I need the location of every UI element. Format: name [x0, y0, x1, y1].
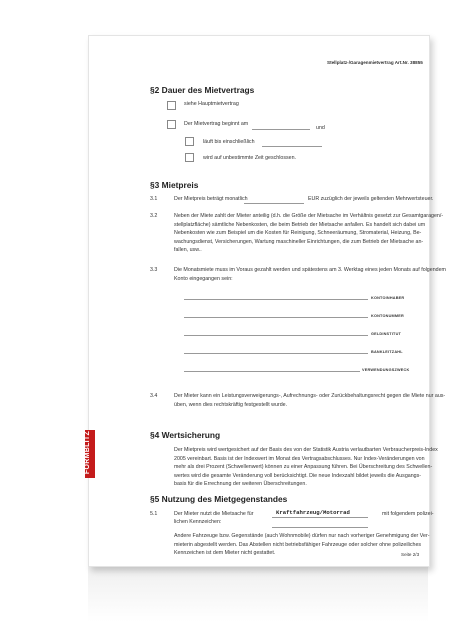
section-5-title: §5 Nutzung des Mietgegenstandes	[150, 494, 288, 504]
checkbox-unbestimmt[interactable]	[185, 153, 194, 162]
text-line: Andere Fahrzeuge bzw. Gegenstände (auch Wohnmobile) dürfen nur nach vorheriger Genehmigung der Ver-	[174, 533, 430, 539]
option-hauptmietvertrag: siehe Hauptmietvertrag	[184, 101, 239, 107]
para-3-1-number: 3.1	[150, 196, 158, 202]
para-5-1-number: 5.1	[150, 511, 158, 517]
start-date-field[interactable]	[252, 129, 310, 130]
vehicle-type-field[interactable]	[272, 517, 368, 518]
section-4-title: §4 Wertsicherung	[150, 430, 221, 440]
text-line: Der Mieter kann ein Leistungsverweigerungs-, Aufrechnungs- oder Zurückbehaltungsrecht gegen die Miete nur aus-	[174, 393, 446, 399]
text-line: Konto eingegangen sein:	[174, 275, 233, 282]
para-5-1-body	[174, 532, 429, 558]
text-line: stellplatzfläche) sämtliche Nebenkosten, die beim Betrieb der Mietsache anfallen. Es handelt sich dabei um	[174, 221, 426, 228]
text-line: Die Monatsmiete muss im Voraus gezahlt werden und spätestens am 3. Werktag eines jeden Monats auf folgendem	[174, 267, 446, 273]
text-line: wachungsdienst, Versicherungen, Wartung maschineller Einrichtungen, die zum Betrieb der Mietsache an-	[174, 238, 424, 245]
option-und: und	[316, 125, 325, 131]
bank-name-field[interactable]	[184, 335, 368, 336]
end-date-field[interactable]	[262, 146, 322, 147]
bank-code-field[interactable]	[184, 353, 368, 354]
para-3-3-body	[174, 266, 446, 283]
para-3-3-number: 3.3	[150, 267, 158, 273]
bank-code-label: BANKLEITZAHL	[371, 350, 403, 354]
para-5-1-text-c: lichen Kennzeichen:	[174, 519, 222, 525]
section-3-title: §3 Mietpreis	[150, 180, 199, 190]
checkbox-hauptmietvertrag[interactable]	[167, 101, 176, 110]
vehicle-type-value[interactable]: Kraftfahrzeug/Motorrad	[276, 509, 350, 516]
page-number: Seite 2/3	[401, 552, 420, 557]
para-5-1-text-a: Der Mieter nutzt die Mietsache für	[174, 511, 254, 517]
text-line: wertes wird die gesamte Veränderung voll berücksichtigt. Die neue Indexzahl bildet jeweils die Ausgangs-	[174, 472, 422, 479]
license-plate-field[interactable]	[272, 527, 368, 528]
payment-reference-field[interactable]	[184, 371, 360, 372]
rent-amount-field[interactable]	[244, 203, 304, 204]
page-reflection	[88, 566, 428, 622]
doc-header: Stellplatz-/Garagenmietvertrag Art.Nr. 38855	[327, 60, 423, 65]
account-holder-field[interactable]	[184, 299, 368, 300]
option-beginnt: Der Mietvertrag beginnt am	[184, 121, 249, 127]
text-line: Kennzeichen ist dem Mieter nicht gestattet.	[174, 550, 276, 557]
para-3-2-number: 3.2	[150, 213, 158, 219]
bank-name-label: GELDINSTITUT	[371, 332, 402, 336]
checkbox-laeuft-bis[interactable]	[185, 137, 194, 146]
para-3-1-text-b: EUR zuzüglich der jeweils geltenden Mehrwertsteuer.	[308, 196, 434, 202]
brand-tab	[85, 430, 95, 478]
para-5-1-text-b: mit folgendem polizei-	[382, 511, 434, 517]
brand-logo-text: FORMBLITZ	[84, 430, 92, 475]
text-line: Der Mietpreis wird wertgesichert auf der Basis des von der Statistik Austria verlautbarten Verbraucherpreis-Index	[174, 447, 438, 453]
text-line: üben, wenn dies rechtskräftig festgestellt wurde.	[174, 401, 288, 408]
account-number-field[interactable]	[184, 317, 368, 318]
option-laeuft-bis: läuft bis einschließlich	[203, 139, 255, 145]
text-line: 2005 vereinbart. Basis ist der Indexwert im Monat des Vertragsabschlusses. Nur Index-Veränderungen von	[174, 455, 425, 462]
para-3-2-body	[174, 212, 443, 255]
account-number-label: KONTONUMMER	[371, 314, 404, 318]
payment-reference-label: VERWENDUNGSZWECK	[362, 368, 410, 372]
para-3-4-body	[174, 392, 445, 409]
text-line: Nebenkosten wie zum Beispiel um die Kosten für Reinigung, Schneeräumung, Stromaterial, Heizung, Be-	[174, 230, 422, 237]
para-3-1-text-a: Der Mietpreis beträgt monatlich	[174, 196, 248, 202]
text-line: fallen, usw..	[174, 247, 202, 254]
text-line: mieterin abgestellt werden. Das Abstellen nicht betriebsfähiger Fahrzeuge oder solcher ohne polizeiliches	[174, 541, 422, 548]
account-holder-label: KONTOINHABER	[371, 296, 405, 300]
para-3-4-number: 3.4	[150, 393, 158, 399]
text-line: Neben der Miete zahlt der Mieter anteilig (d.h. die Größe der Mietsache im Verhältnis gesetzt zur Gesamtgaragen/-	[174, 213, 444, 219]
section-2-title: §2 Dauer des Mietvertrags	[150, 85, 255, 95]
para-4-body	[174, 446, 438, 489]
checkbox-beginnt[interactable]	[167, 120, 176, 129]
option-unbestimmt: wird auf unbestimmte Zeit geschlossen.	[203, 155, 297, 161]
text-line: basis für die Errechnung der weiteren Überschreitungen.	[174, 481, 307, 488]
text-line: mehr als drei Prozent (Schwellenwert) können zu einer Anpassung führen. Bei Überschreitung des Schwellen-	[174, 464, 433, 471]
